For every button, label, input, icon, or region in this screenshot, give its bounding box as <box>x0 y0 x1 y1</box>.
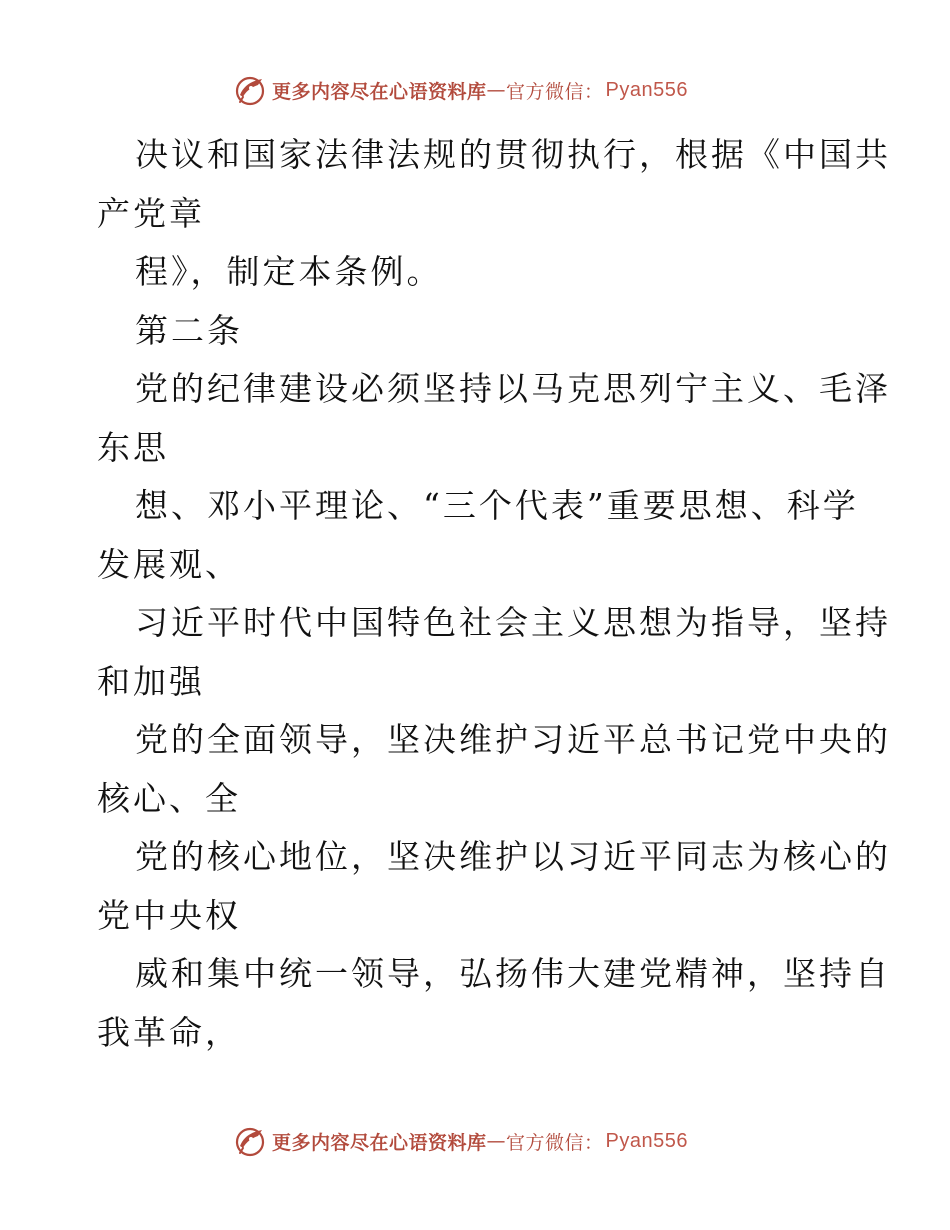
text-line: 党的纪律建设必须坚持以马克思列宁主义、毛泽 <box>135 369 891 408</box>
watermark-wechat-label: 官方微信： <box>506 80 604 103</box>
text-line: 决议和国家法律法规的贯彻执行，根据《中国共 <box>135 135 891 174</box>
text-line: 习近平时代中国特色社会主义思想为指导，坚持 <box>135 603 891 642</box>
text-line: 威和集中统一领导，弘扬伟大建党精神，坚持自 <box>135 954 891 993</box>
text-line: 想、邓小平理论、“三个代表”重要思想、科学 <box>135 486 859 525</box>
text-line: 产党章 <box>97 193 205 233</box>
pen-logo-icon <box>234 73 268 107</box>
footer-watermark <box>234 1123 688 1159</box>
text-line: 党中央权 <box>97 895 241 935</box>
watermark-wechat-label: 官方微信： <box>506 1131 604 1154</box>
pen-logo-icon <box>234 1124 268 1158</box>
watermark-wechat-id: Pyan556 <box>605 78 688 101</box>
watermark-wechat-id: Pyan556 <box>605 1129 688 1152</box>
text-line: 和加强 <box>97 661 205 701</box>
watermark-title: 更多内容尽在心语资料库 <box>272 80 487 103</box>
text-line: 核心、全 <box>97 778 241 818</box>
watermark-dash: — <box>486 1130 507 1152</box>
header-watermark <box>234 72 688 108</box>
text-line: 党的核心地位，坚决维护以习近平同志为核心的 <box>135 837 891 876</box>
body-text <box>97 126 891 1062</box>
text-line: 发展观、 <box>97 544 241 584</box>
text-line: 东思 <box>97 427 169 467</box>
watermark-title: 更多内容尽在心语资料库 <box>272 1131 487 1154</box>
text-line: 我革命， <box>97 1012 241 1052</box>
watermark-dash: — <box>486 79 507 101</box>
article-heading: 第二条 <box>135 310 243 350</box>
text-line: 党的全面领导，坚决维护习近平总书记党中央的 <box>135 720 891 759</box>
text-line: 程》，制定本条例。 <box>135 252 443 291</box>
